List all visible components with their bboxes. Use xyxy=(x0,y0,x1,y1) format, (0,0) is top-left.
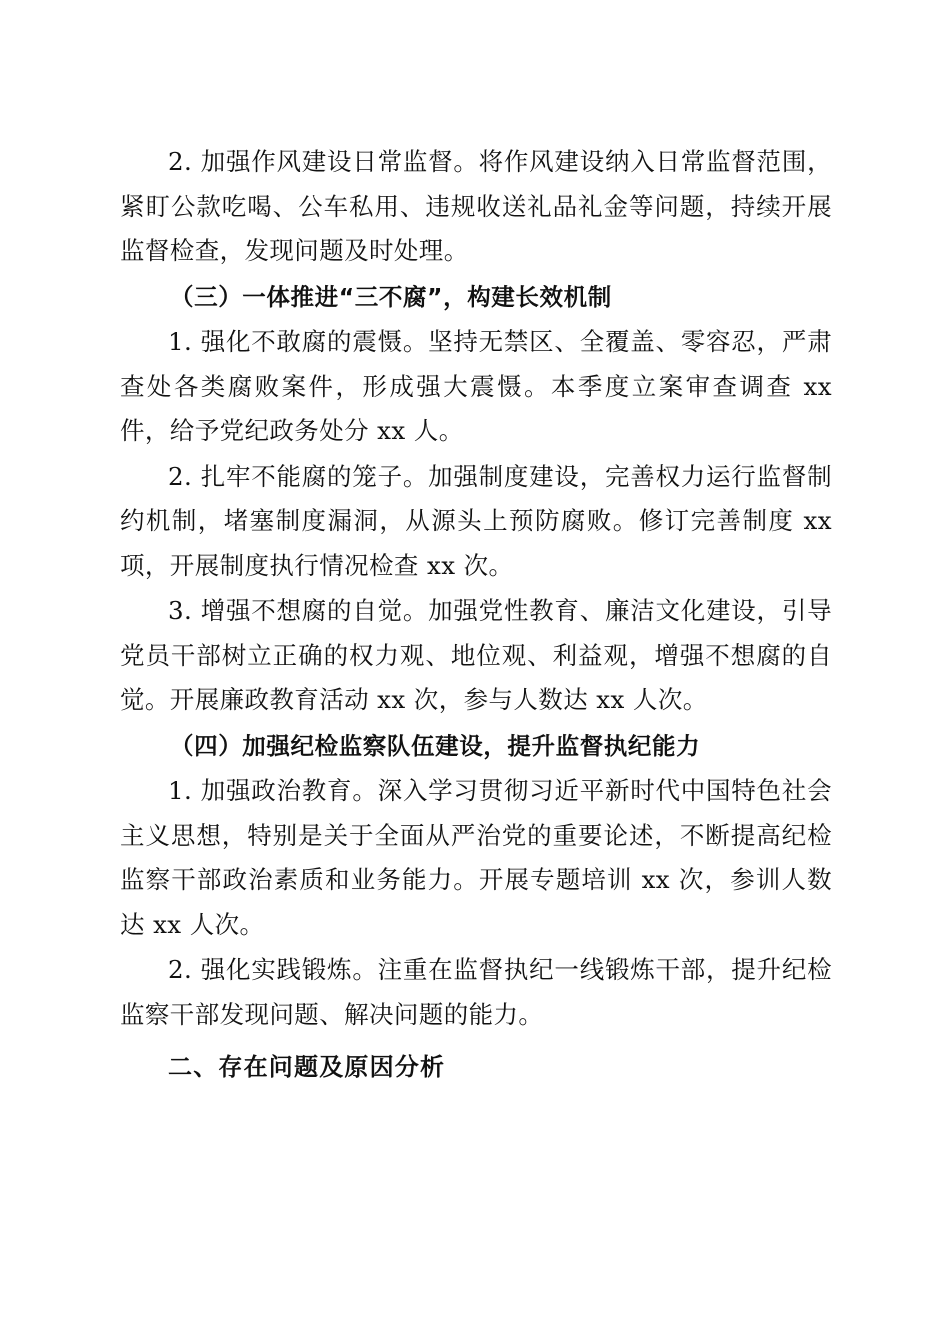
section-3-heading: （三）一体推进“三不腐”，构建长效机制 xyxy=(170,282,612,311)
section-3-item-1: 1. 强化不敢腐的震慑。坚持无禁区、全覆盖、零容忍，严肃查处各类腐败案件，形成强大震慑。本季度立案审查调查 xx 件，给予党纪政务处分 xx 人。 xyxy=(120,327,832,445)
paragraph-style-supervision: 2. 加强作风建设日常监督。将作风建设纳入日常监督范围，紧盯公款吃喝、公车私用、违规收送礼品礼金等问题，持续开展监督检查，发现问题及时处理。 xyxy=(120,147,832,265)
part-2-heading: 二、存在问题及原因分析 xyxy=(168,1053,446,1081)
section-3-item-3: 3. 增强不想腐的自觉。加强党性教育、廉洁文化建设，引导党员干部树立正确的权力观、地位观、利益观，增强不想腐的自觉。开展廉政教育活动 xx 次，参与人数达 xx 人次。 xyxy=(120,596,832,714)
section-4-item-2: 2. 强化实践锻炼。注重在监督执纪一线锻炼干部，提升纪检监察干部发现问题、解决问题的能力。 xyxy=(120,955,832,1029)
section-4-heading: （四）加强纪检监察队伍建设，提升监督执纪能力 xyxy=(170,731,701,760)
document-body xyxy=(120,140,832,1090)
section-4-item-1: 1. 加强政治教育。深入学习贯彻习近平新时代中国特色社会主义思想，特别是关于全面从严治党的重要论述，不断提高纪检监察干部政治素质和业务能力。开展专题培训 xx 次，参训人数达 xx 人次。 xyxy=(120,776,832,939)
section-3-item-2: 2. 扎牢不能腐的笼子。加强制度建设，完善权力运行监督制约机制，堵塞制度漏洞，从源头上预防腐败。修订完善制度 xx 项，开展制度执行情况检查 xx 次。 xyxy=(120,461,832,580)
